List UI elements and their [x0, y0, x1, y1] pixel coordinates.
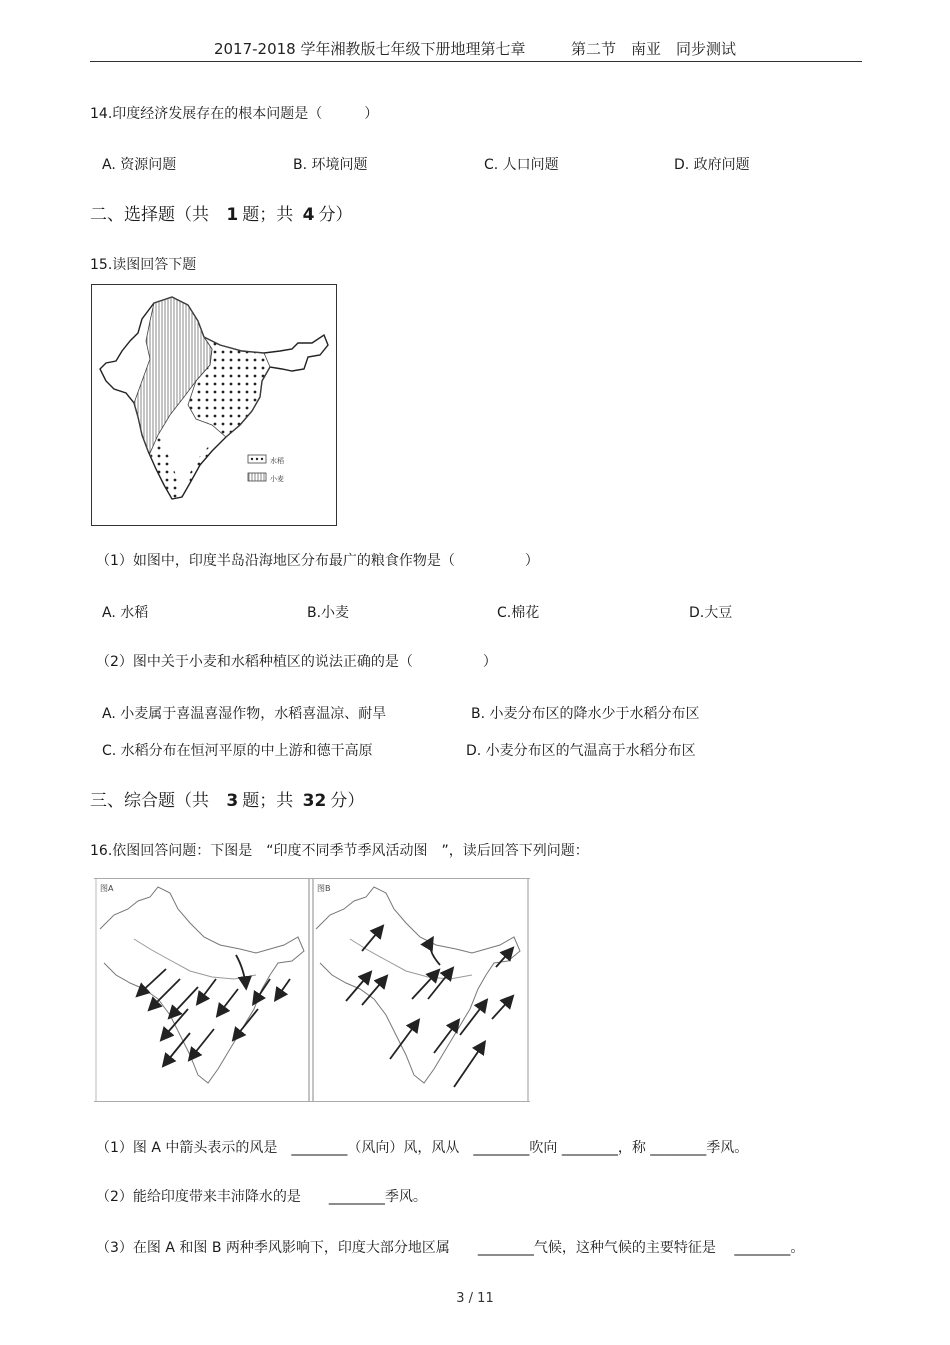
q15-sub2-option-b: B. 小麦分布区的降水少于水稻分布区: [471, 706, 700, 722]
monsoon-maps: [94, 878, 530, 1102]
q14-option-c: C. 人口问题: [484, 157, 559, 173]
legend-wheat: 小麦: [270, 475, 284, 483]
q14-option-d: D. 政府问题: [674, 157, 750, 173]
map-b: [316, 887, 520, 1083]
q16-sub3: （3）在图 A 和图 B 两种季风影响下，印度大部分地区属 ________气候，这种气候的主要特征是 ________。: [96, 1240, 805, 1256]
header-title: 2017-2018 学年湘教版七年级下册地理第七章: [213, 40, 526, 58]
header-section: 第二节 南亚 同步测试: [571, 40, 737, 58]
map-b-arrows: [346, 927, 512, 1087]
q15-sub1-stem: （1）如图中，印度半岛沿海地区分布最广的粮食作物是（ ）: [96, 553, 539, 569]
q14-option-a: A. 资源问题: [102, 157, 177, 173]
q14-option-b: B. 环境问题: [293, 157, 368, 173]
map-a-arrows: [138, 955, 290, 1065]
q15-sub2-option-a: A. 小麦属于喜温喜湿作物，水稻喜温凉、耐旱: [102, 706, 387, 722]
map-b-label: 图B: [317, 884, 331, 893]
page-number: 3 / 11: [456, 1291, 494, 1306]
q15-sub1-option-b: B.小麦: [307, 605, 350, 621]
q15-sub1-option-c: C.棉花: [497, 605, 540, 621]
q16-sub1: （1）图 A 中箭头表示的风是 ________（风向）风，风从 ________吹向 ________，称 ________季风。: [96, 1140, 749, 1156]
q14-stem: 14.印度经济发展存在的根本问题是（ ）: [90, 106, 379, 122]
section2-heading: 二、选择题（共 1 题；共 4 分）: [90, 205, 353, 225]
q15-sub1-option-d: D.大豆: [689, 605, 733, 621]
q15-sub2-option-d: D. 小麦分布区的气温高于水稻分布区: [466, 743, 696, 759]
india-crop-map: [91, 284, 337, 526]
page-header: [0, 38, 950, 59]
q15-sub1-option-a: A. 水稻: [102, 605, 149, 621]
map-a-label: 图A: [100, 884, 114, 893]
header-rule: [90, 61, 862, 62]
q15-sub2-stem: （2）图中关于小麦和水稻种植区的说法正确的是（ ）: [96, 654, 497, 670]
legend-rice: 水稻: [270, 457, 284, 465]
q15-stem: 15.读图回答下题: [90, 257, 197, 273]
q16-sub2: （2）能给印度带来丰沛降水的是 ________季风。: [96, 1189, 427, 1205]
map-a: [100, 887, 304, 1083]
q15-sub2-option-c: C. 水稻分布在恒河平原的中上游和德干高原: [102, 743, 373, 759]
q16-stem: 16.依图回答问题：下图是 “印度不同季节季风活动图 ”，读后回答下列问题：: [90, 843, 589, 859]
section3-heading: 三、综合题（共 3 题；共 32 分）: [90, 791, 365, 811]
